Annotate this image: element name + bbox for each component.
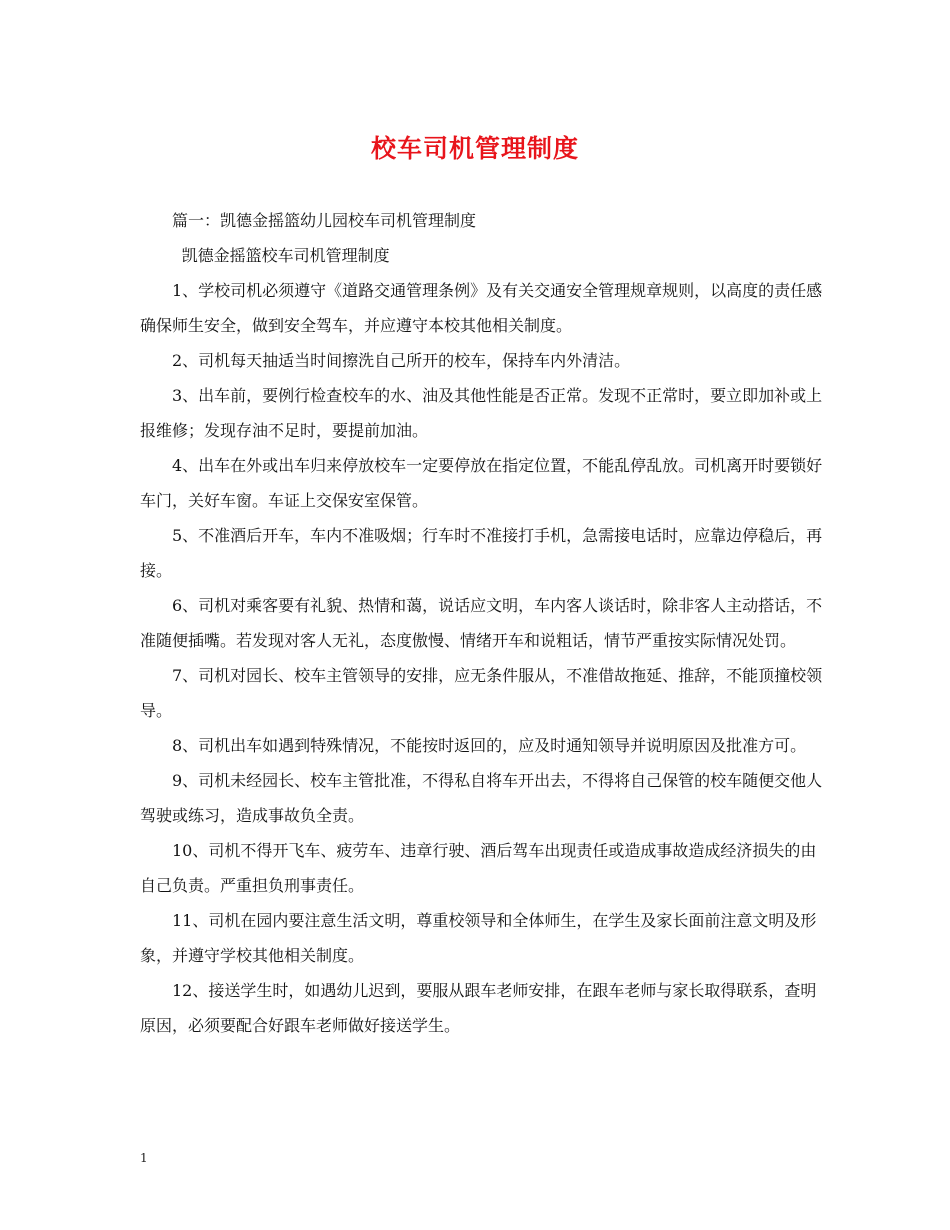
paragraph-11: 11、司机在园内要注意生活文明，尊重校领导和全体师生，在学生及家长面前注意文明及形象，并遵守学校其他相关制度。: [140, 911, 817, 965]
paragraph-7: 7、司机对园长、校车主管领导的安排，应无条件服从，不准借故拖延、推辞，不能顶撞校领导。: [140, 666, 823, 720]
document-body: [140, 203, 830, 1043]
paragraph-2: 2、司机每天抽适当时间擦洗自己所开的校车，保持车内外清洁。: [172, 351, 631, 370]
paragraph-3: 3、出车前，要例行检查校车的水、油及其他性能是否正常。发现不正常时，要立即加补或上报维修；发现存油不足时，要提前加油。: [140, 386, 823, 440]
paragraph-10: 10、司机不得开飞车、疲劳车、违章行驶、酒后驾车出现责任或造成事故造成经济损失的由自己负责。严重担负刑事责任。: [140, 841, 817, 895]
section-subheading: 凯德金摇篮校车司机管理制度: [181, 246, 390, 265]
paragraph-1: 1、学校司机必须遵守《道路交通管理条例》及有关交通安全管理规章规则，以高度的责任感确保师生安全，做到安全驾车，并应遵守本校其他相关制度。: [140, 281, 823, 335]
paragraph-12: 12、接送学生时，如遇幼儿迟到，要服从跟车老师安排，在跟车老师与家长取得联系，查明原因，必须要配合好跟车老师做好接送学生。: [140, 981, 817, 1035]
document-title: 校车司机管理制度: [370, 134, 579, 163]
paragraph-8: 8、司机出车如遇到特殊情况，不能按时返回的，应及时通知领导并说明原因及批准方可。: [172, 736, 807, 755]
page-number: 1: [140, 1151, 148, 1165]
section-heading: 篇一：凯德金摇篮幼儿园校车司机管理制度: [172, 211, 477, 230]
paragraph-4: 4、出车在外或出车归来停放校车一定要停放在指定位置，不能乱停乱放。司机离开时要锁好车门，关好车窗。车证上交保安室保管。: [140, 456, 823, 510]
paragraph-6: 6、司机对乘客要有礼貌、热情和蔼，说话应文明，车内客人谈话时，除非客人主动搭话，不准随便插嘴。若发现对客人无礼，态度傲慢、情绪开车和说粗话，情节严重按实际情况处罚。: [140, 596, 823, 650]
paragraph-9: 9、司机未经园长、校车主管批准，不得私自将车开出去，不得将自己保管的校车随便交他人驾驶或练习，造成事故负全责。: [140, 771, 823, 825]
paragraph-5: 5、不准酒后开车，车内不准吸烟；行车时不准接打手机，急需接电话时，应靠边停稳后，再接。: [140, 526, 823, 580]
